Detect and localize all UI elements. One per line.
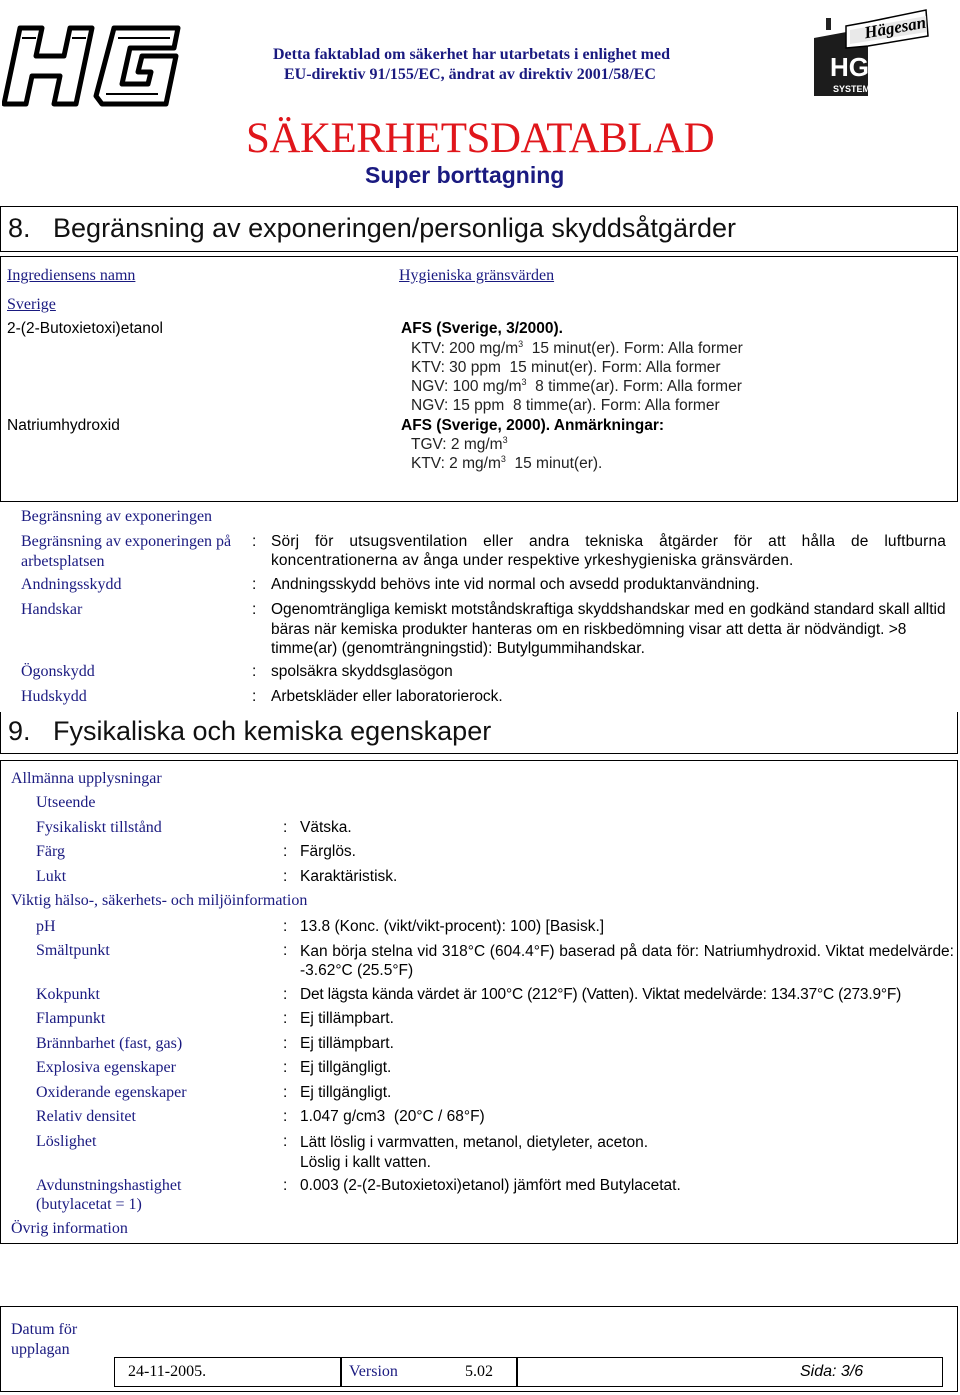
colon: : [283,1084,288,1101]
colon: : [283,1035,288,1052]
colon: : [252,688,257,705]
property-value: 13.8 (Konc. (vikt/vikt-procent): 100) [Basisk.] [300,918,605,935]
colon: : [283,986,288,1003]
notice-line2: EU-direktiv 91/155/EC, ändrat av direktiv 2001/58/EC [284,66,656,83]
brand-hg-text: HG [830,52,869,82]
property-value: Ej tillämpbart. [300,1010,394,1027]
exposure-value: Sörj för utsugsventilation eller andra tekniska åtgärder för att hålla de luftburna koncentrationerna av ånga under respektive yrkeshygieniska gränsvärden. [271,533,946,569]
exposure-label: Andningsskydd [21,576,122,593]
colon: : [283,1108,288,1125]
limit-line: NGV: 15 ppm 8 timme(ar). Form: Alla former [411,397,720,414]
colon: : [252,663,257,680]
property-label: Oxiderande egenskaper [36,1084,187,1101]
product-name: Super borttagning [365,162,565,188]
hagesan-text: Hägesan [862,12,928,43]
brand-systems-text: SYSTEMS [833,84,877,94]
limit-source: AFS (Sverige, 2000). Anmärkningar: [401,417,665,434]
hg-logo [2,18,192,114]
colon: : [283,1010,288,1027]
ingredient-name: 2-(2-Butoxietoxi)etanol [7,320,163,337]
colon: : [283,843,288,860]
property-value: Det lägsta kända värdet är 100°C (212°F) (Vatten). Viktat medelvärde: 134.37°C (273.9°F) [300,986,902,1003]
exposure-label: Begränsning av exponeringen på arbetsplatsen [21,533,232,570]
property-value: Färglös. [300,843,356,860]
limit-line: TGV: 2 $mg/m^3$ [411,434,508,453]
appearance-title: Utseende [36,794,96,811]
exposure-label: Ögonskydd [21,663,95,680]
colon: : [283,942,288,959]
limit-line: NGV: 100 $mg/m^3$ 8 timme(ar). Form: Alla former [411,376,742,395]
property-label: pH [36,918,56,935]
property-value: 0.003 (2-(2-Butoxietoxi)etanol) jämfört med Butylacetat. [300,1177,681,1194]
general-title: Allmänna upplysningar [11,770,162,787]
country-label: Sverige [7,296,56,313]
property-label: Brännbarhet (fast, gas) [36,1035,183,1052]
property-value: Vätska. [300,819,352,836]
exposure-value: Arbetskläder eller laboratorierock. [271,688,503,705]
date-label: Datum för upplagan [11,1321,78,1358]
version-label: Version [349,1363,398,1380]
property-value: 1.047 g/cm3 (20°C / 68°F) [300,1108,485,1125]
limit-line: KTV: 30 ppm 15 minut(er). Form: Alla former [411,359,721,376]
colon: : [252,533,257,550]
property-label: Flampunkt [36,1010,106,1027]
property-value: Lätt löslig i varmvatten, metanol, dietyleter, aceton. Löslig i kallt vatten. [300,1134,649,1171]
property-label: Kokpunkt [36,986,100,1003]
exposure-title: Begränsning av exponeringen [21,508,213,525]
limit-line: KTV: 2 $mg/m^3$ 15 minut(er). [411,453,603,472]
property-value: Kan börja stelna vid 318°C (604.4°F) baserad på data för: Natriumhydroxid. Viktat medelvärde: -3.62°C (25.5°F) [300,943,954,979]
property-value: Ej tillgängligt. [300,1059,392,1076]
ingredient-name: Natriumhydroxid [7,417,120,434]
colon: : [283,819,288,836]
limit-source: AFS (Sverige, 3/2000). [401,320,563,337]
property-label: Explosiva egenskaper [36,1059,176,1076]
exposure-value: Ogenomträngliga kemiskt motståndskraftiga skyddshandskar med en godkänd standard skall alltid bäras när kemiska produkter hanteras om en riskbedömning visar att detta är nödvändigt. >8 timme(ar) (genomträngningstid): Butylgummihandskar. [271,601,946,657]
property-label: Avdunstningshastighet (butylacetat = 1) [36,1177,182,1213]
page-box [516,1357,943,1387]
section9-heading: 9. Fysikaliska och kemiska egenskaper [8,716,492,746]
property-label: Smältpunkt [36,942,110,959]
col-ingredient-header: Ingrediensens namn [7,267,136,284]
colon: : [252,601,257,618]
exposure-value: spolsäkra skyddsglasögon [271,663,453,680]
property-value: Ej tillgängligt. [300,1084,392,1101]
colon: : [283,1177,288,1194]
exposure-label: Handskar [21,601,83,618]
colon: : [252,576,257,593]
colon: : [283,868,288,885]
section8-heading: 8. Begränsning av exponeringen/personliga skyddsåtgärder [8,213,736,243]
hagesan-logo [806,8,936,100]
page-number: Sida: 3/6 [800,1363,864,1380]
date-value: 24-11-2005. [128,1363,207,1380]
col-limits-header: Hygieniska gränsvärden [399,267,555,284]
property-value: Ej tillämpbart. [300,1035,394,1052]
exposure-label: Hudskydd [21,688,87,705]
property-label: Fysikaliskt tillstånd [36,819,162,836]
colon: : [283,1133,288,1150]
document-title: SÄKERHETSDATABLAD [246,115,715,162]
limit-line: KTV: 200 $mg/m^3$ 15 minut(er). Form: Alla former [411,338,743,357]
property-label: Löslighet [36,1133,97,1150]
colon: : [283,1059,288,1076]
property-label: Relativ densitet [36,1108,136,1125]
exposure-value: Andningsskydd behövs inte vid normal och avsedd produktanvändning. [271,576,760,593]
property-label: Lukt [36,868,67,885]
colon: : [283,918,288,935]
important-info-title: Viktig hälso-, säkerhets- och miljöinformation [11,892,308,909]
notice-line1: Detta faktablad om säkerhet har utarbetats i enlighet med [273,46,671,63]
other-info-title: Övrig information [11,1220,128,1237]
property-label: Färg [36,843,66,860]
version-value: 5.02 [465,1363,493,1380]
property-value: Karaktäristisk. [300,868,398,885]
